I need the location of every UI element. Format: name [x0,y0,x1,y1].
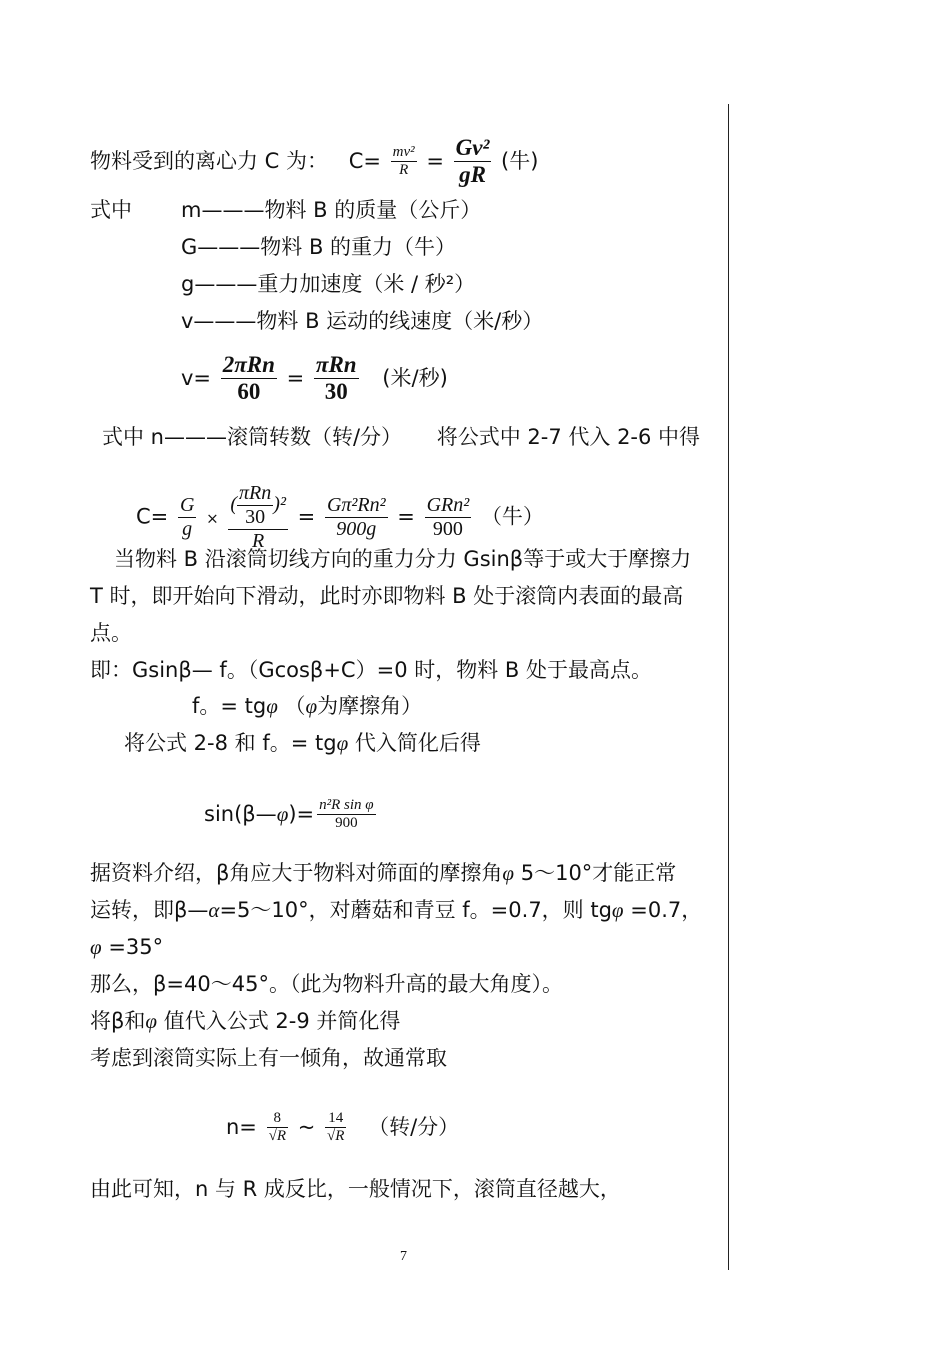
denominator: √R [326,1128,345,1145]
text: C= [348,148,381,173]
denominator: 60 [237,379,261,405]
numerator: ( $\frac{\text{πRn}}{30}$ )² [230,482,286,528]
times-sign: × [206,509,219,528]
denominator: R [252,530,265,552]
alpha-symbol: α [208,898,220,922]
numerator: G [179,494,195,516]
shizhong-label: 式中 [90,198,132,222]
para2-line-2 [90,896,702,924]
text: 将公式中 2-7 代入 2-6 中得 [436,425,701,449]
fraction-piRn-over-30 [314,352,359,406]
para-line-1: 当物料 B 沿滚筒切线方向的重力分力 Gsinβ等于或大于摩擦力 [114,547,692,571]
n-equation [226,1110,459,1146]
fraction-Gpi2Rn2-over-900g [325,494,388,541]
para2-line-5 [90,1007,400,1035]
def-m: m———物料 B 的质量（公斤） [181,198,482,222]
numerator: Gπ²Rn² [326,494,386,516]
unit: (米/秒) [382,365,448,390]
numerator: Gv² [454,135,492,162]
text: 物料受到的离心力 C 为： [90,148,329,173]
fraction-mv2-over-R [391,144,417,180]
margin-rule [728,104,729,1270]
text: 将公式 2-8 和 f。= tg [124,731,337,755]
text: 据资料介绍，β角应大于物料对筛面的摩擦角 [90,861,503,885]
text: = [426,148,444,173]
numerator: GRn² [426,494,470,516]
text: 式中 n———滚筒转数（转/分） [102,425,403,449]
fraction-sin [317,797,375,833]
phi-symbol: φ [305,694,318,718]
text: 5～10°才能正常 [520,861,677,885]
numerator: 8 [267,1110,288,1128]
text: 代入简化后得 [354,731,481,755]
text: sin(β— [204,801,277,826]
fraction-GRn2-over-900 [425,494,472,541]
para2-line-6: 考虑到滚筒实际上有一倾角，故通常取 [90,1046,447,1070]
para2-line-3 [90,933,163,961]
text: （ [284,694,306,718]
fraction-2piRn-over-60 [221,352,277,406]
def-g: g———重力加速度（米 / 秒²） [181,272,476,296]
denominator: R [399,162,409,179]
numerator: 2πRn [221,352,277,379]
numerator: n²R sin φ [317,797,375,815]
denominator: g [182,518,193,540]
inner-numerator: πRn [239,482,272,504]
n-definition [102,423,700,451]
fraction-squared-over-R [228,482,288,553]
text: 将β和 [90,1009,146,1033]
fraction-G-over-g [178,494,196,541]
unit: （转/分） [368,1114,460,1139]
fraction-Gv2-over-gR [454,135,492,189]
text: f。= tg [192,694,267,718]
phi-symbol: φ [502,861,515,885]
fraction-14-over-sqrtR [325,1110,346,1146]
text: =0.7， [630,898,703,922]
final-line: 由此可知，n 与 R 成反比，一般情况下，滚筒直径越大， [90,1177,621,1201]
c-equation [136,482,544,553]
velocity-equation [181,352,448,406]
para-line-4: 即：Gsinβ— f。（Gcosβ+C）=0 时，物料 B 处于最高点。 [90,658,652,682]
text: ~ [297,1114,316,1139]
phi-symbol: φ [90,935,102,959]
para2-line-4: 那么，β=40～45°。（此为物料升高的最大角度）。 [90,972,563,996]
denominator: gR [459,162,486,188]
denominator: 30 [324,379,348,405]
phi-symbol: φ [611,898,624,922]
text: 运转，即β— [90,898,209,922]
text: C= [136,504,169,529]
friction-line [192,692,422,720]
phi-symbol: φ [336,731,349,755]
centrifugal-force-line [90,135,538,189]
denominator: 900 [335,815,358,832]
denominator: √R [268,1128,286,1145]
numerator: πRn [314,352,359,379]
text: = [297,504,316,529]
text: =35° [108,935,164,959]
substitute-line [124,729,481,757]
text: =5～10°，对蘑菇和青豆 f。=0.7，则 tg [219,898,612,922]
para-line-2: T 时，即开始向下滑动，此时亦即物料 B 处于滚筒内表面的最高 [90,584,684,608]
text: v= [181,365,212,390]
inner-denominator: 30 [245,506,266,528]
unit: (牛) [501,148,539,173]
numerator: 14 [325,1110,346,1128]
text: = [397,504,415,529]
text: n= [226,1114,257,1139]
inner-fraction [237,482,273,529]
numerator: mv² [391,144,417,162]
phi-symbol: φ [266,694,278,718]
fraction-8-over-sqrtR [267,1110,288,1146]
phi-symbol: φ [145,1009,158,1033]
text: 值代入公式 2-9 并简化得 [163,1009,401,1033]
denominator: 900g [336,518,377,540]
unit: （牛） [480,504,544,529]
page-number: 7 [400,1249,407,1264]
def-G: G———物料 B 的重力（牛） [181,235,457,259]
para2-line-1 [90,859,676,887]
para-line-3: 点。 [90,621,132,645]
text: = [286,365,305,390]
phi-symbol: φ [276,801,289,826]
text: )= [288,801,315,826]
text: 为摩擦角） [317,694,423,718]
denominator: 900 [432,518,463,540]
sin-equation [204,797,379,833]
exponent: ² [279,493,286,516]
def-v: v———物料 B 运动的线速度（米/秒） [181,309,544,333]
